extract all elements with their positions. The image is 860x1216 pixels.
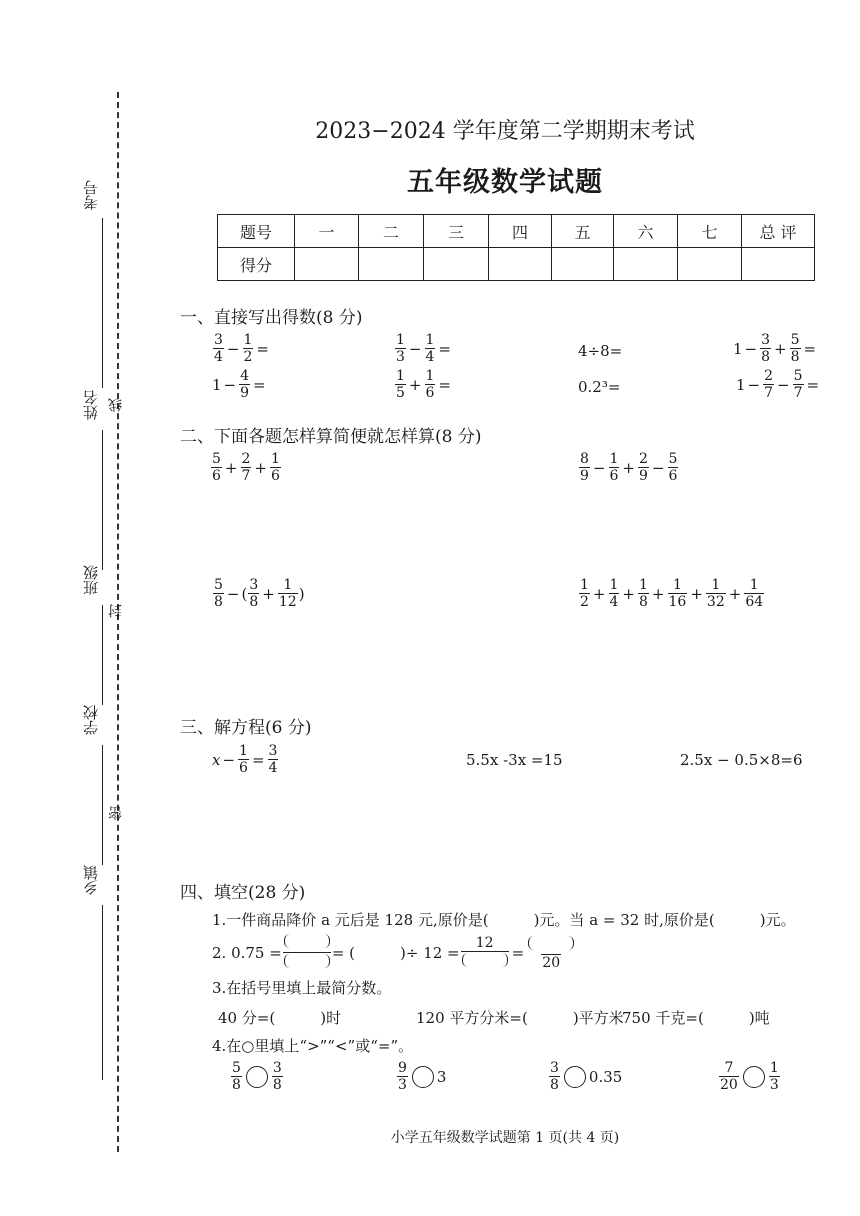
seal-mark-secret: 密 (108, 806, 124, 820)
field-line (102, 905, 103, 1080)
q3-item: 120 平方分米=( )平方米 (416, 1009, 624, 1027)
section-1-title: 一、直接写出得数(8 分) (180, 308, 363, 328)
exam-title: 2023−2024 学年度第二学期期末考试 (315, 119, 695, 144)
seal-mark-seal: 封 (108, 604, 124, 618)
problem: 4÷8= (578, 342, 623, 360)
question-2: 2. 0.75 = = ( )÷ 12 = 12 = 20 (212, 934, 576, 971)
field-line (102, 430, 103, 570)
question-3: 3.在括号里填上最简分数。 (212, 979, 392, 997)
header-cell: 四 (489, 215, 552, 248)
problem: 1 − $\frac{3}{8}$ + $\frac{5}{8}$ = (733, 332, 817, 365)
problem: 5 6 + $\frac{2}{7}$ + $\frac{1}{6}$ (212, 451, 280, 484)
question-4: 4.在○里填上“>”“<”或“=”。 (212, 1037, 414, 1055)
score-cell[interactable] (614, 248, 678, 281)
score-cell[interactable] (489, 248, 552, 281)
section-4-title: 四、填空(28 分) (180, 883, 306, 903)
compare-circle[interactable] (246, 1066, 268, 1088)
compare-circle[interactable] (743, 1066, 765, 1088)
score-table (217, 214, 815, 281)
compare-circle[interactable] (412, 1066, 434, 1088)
q3-item: 750 千克=( )吨 (622, 1009, 770, 1027)
section-2-title: 二、下面各题怎样算简便就怎样算(8 分) (180, 427, 482, 447)
field-line (102, 218, 103, 388)
cut-line (117, 92, 119, 1152)
problem: 5 8 − ( 3 8 + $\frac{1}{12}$ ) (214, 577, 305, 610)
problem: 3 4 − $\frac{1}{2}$ = (214, 332, 269, 365)
header-cell: 一 (295, 215, 359, 248)
header-cell: 六 (614, 215, 678, 248)
field-school: 学校 (82, 705, 100, 735)
q3-item: 40 分=( )时 (218, 1009, 342, 1027)
section-3-title: 三、解方程(6 分) (180, 718, 312, 738)
field-line (102, 605, 103, 705)
score-cell[interactable] (678, 248, 742, 281)
field-class: 班级 (82, 565, 100, 595)
equation: 5.5x -3x =15 (466, 751, 563, 769)
compare-item: 3 8 0.35 (550, 1060, 623, 1093)
header-cell: 二 (359, 215, 424, 248)
field-exam-number: 考号 (82, 180, 100, 210)
problem: 1 3 − $\frac{1}{4}$ = (396, 332, 451, 365)
problem: 0.2³= (578, 378, 621, 396)
equation: 2.5x − 0.5×8=6 (680, 751, 803, 769)
header-cell: 题号 (218, 215, 295, 248)
problem: 8 9 − $\frac{1}{6}$ + $\frac{2}{9}$ − $\frac{5}{6}$ (580, 451, 678, 484)
page-footer: 小学五年级数学试题第 1 页(共 4 页) (390, 1130, 620, 1146)
field-town: 乡镇 (82, 865, 100, 895)
compare-item: 9 3 3 (398, 1060, 447, 1093)
problem: 1 − $\frac{2}{7}$ − $\frac{5}{7}$ = (736, 368, 820, 401)
exam-subtitle: 五年级数学试题 (407, 167, 603, 198)
score-cell[interactable] (359, 248, 424, 281)
equation: x − $\frac{1}{6}$ = $\frac{3}{4}$ (212, 743, 278, 776)
problem: 1 2 + $\frac{1}{4}$ + $\frac{1}{8}$ + $\frac{1}{16}$ + $\frac{1}{32}$ + $\frac{1}{64}$ (580, 577, 764, 610)
score-cell[interactable] (424, 248, 489, 281)
score-cell[interactable] (552, 248, 614, 281)
compare-item: 7 20 1 3 (720, 1060, 779, 1093)
compare-item: 5 8 3 8 (232, 1060, 282, 1093)
field-name: 姓名 (82, 390, 100, 420)
header-cell: 七 (678, 215, 742, 248)
score-cell[interactable] (295, 248, 359, 281)
header-cell: 总 评 (742, 215, 815, 248)
score-cell[interactable] (742, 248, 815, 281)
header-cell: 五 (552, 215, 614, 248)
problem: 1 5 + $\frac{1}{6}$ = (396, 368, 451, 401)
seal-mark-line: 线 (108, 398, 124, 412)
score-row-label: 得分 (218, 248, 295, 281)
compare-circle[interactable] (564, 1066, 586, 1088)
question-1: 1.一件商品降价 a 元后是 128 元,原价是( )元。当 a = 32 时,原价是( )元。 (212, 911, 796, 929)
field-line (102, 745, 103, 865)
header-cell: 三 (424, 215, 489, 248)
problem: 1 − $\frac{4}{9}$ = (212, 368, 266, 401)
